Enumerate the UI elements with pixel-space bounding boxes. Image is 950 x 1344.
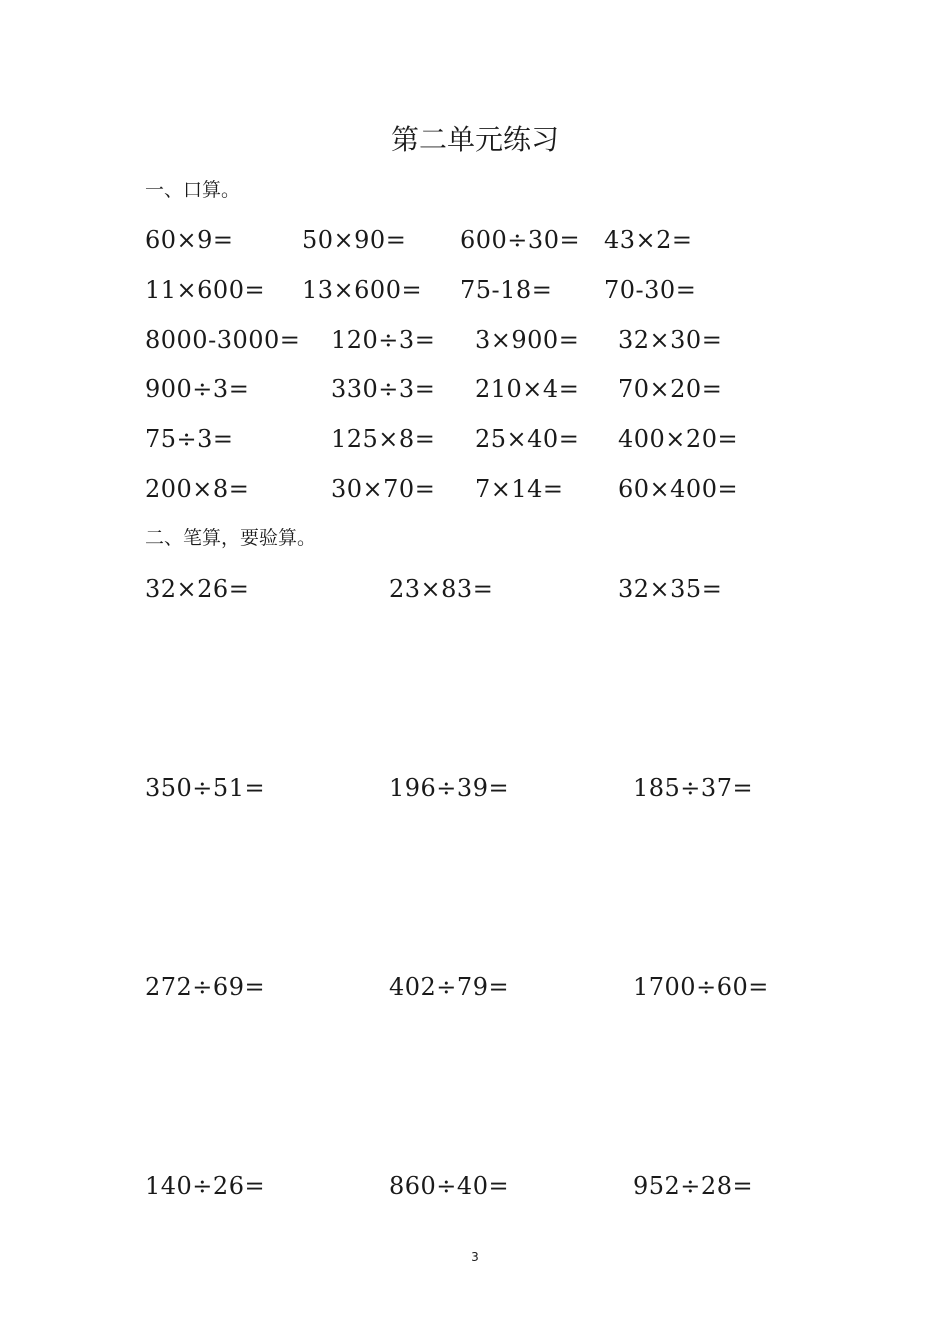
oral-problem: 50×90= (302, 226, 407, 254)
page-number: 3 (471, 1250, 479, 1264)
oral-problem: 13×600= (302, 276, 423, 304)
oral-problem: 32×30= (618, 326, 723, 354)
written-problem: 350÷51= (145, 774, 266, 802)
oral-problem: 210×4= (475, 375, 580, 403)
written-problem: 185÷37= (633, 774, 754, 802)
oral-problem: 25×40= (475, 425, 580, 453)
oral-problem: 75÷3= (145, 425, 234, 453)
section-2-label: 二、笔算，要验算。 (145, 527, 317, 549)
written-problem: 32×26= (145, 575, 250, 603)
oral-problem: 70-30= (604, 276, 697, 304)
oral-problem: 900÷3= (145, 375, 250, 403)
oral-problem: 120÷3= (331, 326, 436, 354)
written-problem: 23×83= (389, 575, 494, 603)
oral-problem: 125×8= (331, 425, 436, 453)
written-problem: 952÷28= (633, 1172, 754, 1200)
oral-problem: 75-18= (460, 276, 553, 304)
written-problem: 196÷39= (389, 774, 510, 802)
written-problem: 1700÷60= (633, 973, 769, 1001)
oral-problem: 330÷3= (331, 375, 436, 403)
written-problem: 140÷26= (145, 1172, 266, 1200)
oral-problem: 11×600= (145, 276, 266, 304)
oral-problem: 400×20= (618, 425, 739, 453)
page-title: 第二单元练习 (390, 123, 559, 156)
oral-problem: 200×8= (145, 475, 250, 503)
oral-problem: 7×14= (475, 475, 564, 503)
oral-problem: 8000-3000= (145, 326, 301, 354)
section-1-label: 一、口算。 (145, 179, 241, 201)
oral-problem: 60×400= (618, 475, 739, 503)
oral-problem: 70×20= (618, 375, 723, 403)
written-problem: 32×35= (618, 575, 723, 603)
written-problem: 860÷40= (389, 1172, 510, 1200)
oral-problem: 43×2= (604, 226, 693, 254)
oral-problem: 3×900= (475, 326, 580, 354)
written-problem: 402÷79= (389, 973, 510, 1001)
written-problem: 272÷69= (145, 973, 266, 1001)
oral-problem: 30×70= (331, 475, 436, 503)
oral-problem: 60×9= (145, 226, 234, 254)
oral-problem: 600÷30= (460, 226, 581, 254)
